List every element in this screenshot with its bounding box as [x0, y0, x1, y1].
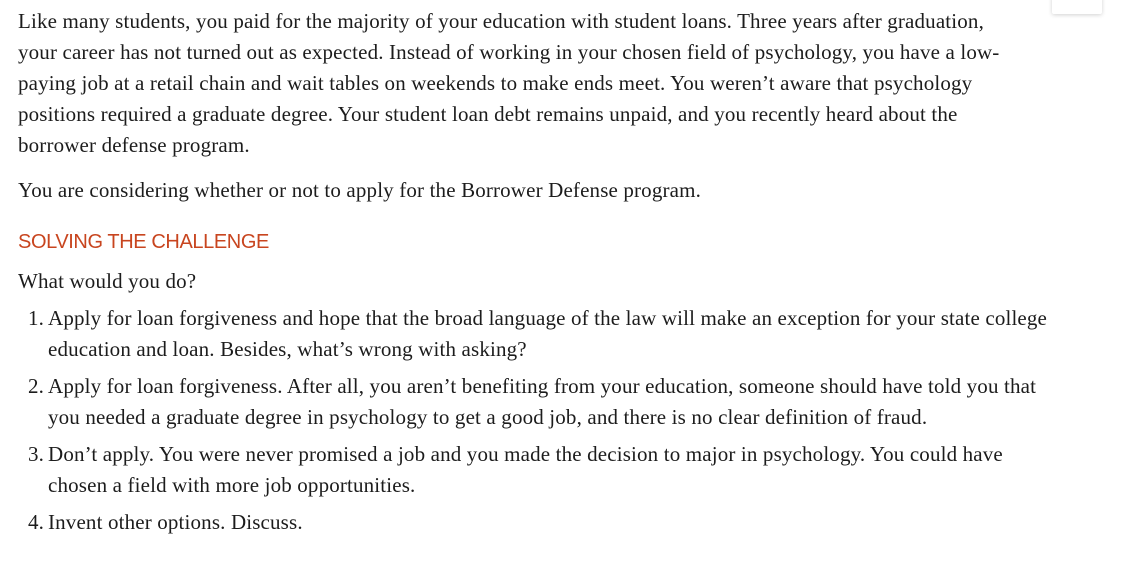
question-text: What would you do? — [18, 269, 197, 293]
option-item — [18, 507, 1058, 538]
section-heading: SOLVING THE CHALLENGE — [18, 231, 269, 253]
option-number: 3. — [28, 442, 45, 466]
option-text: Apply for loan forgiveness. After all, you aren’t benefiting from your education, someone should have told you that you needed a graduate degree in psychology to get a good job, and there is no clear definition of fraud. — [48, 374, 1037, 429]
scenario-paragraph: Like many students, you paid for the majority of your education with student loans. Three years after graduation, your career has not turned out as expected. Instead of working in your chosen field of psychology, you have a low-paying job at a retail chain and wait tables on weekends to make ends meet. You weren’t aware that psychology positions required a graduate degree. Your student loan debt remains unpaid, and you recently heard about the borrower defense program. — [18, 9, 1000, 157]
option-text: Don’t apply. You were never promised a job and you made the decision to major in psychology. You could have chosen a field with more job opportunities. — [48, 442, 1003, 497]
option-item — [18, 303, 1058, 365]
option-item — [18, 371, 1058, 433]
option-number: 2. — [28, 374, 45, 398]
document-body — [18, 6, 1058, 544]
option-text: Apply for loan forgiveness and hope that the broad language of the law will make an exception for your state college education and loan. Besides, what’s wrong with asking? — [48, 306, 1048, 361]
consideration-paragraph: You are considering whether or not to apply for the Borrower Defense program. — [18, 178, 701, 202]
option-number: 1. — [28, 306, 45, 330]
option-item — [18, 439, 1058, 501]
corner-panel[interactable] — [1052, 0, 1102, 14]
option-number: 4. — [28, 510, 45, 534]
option-text: Invent other options. Discuss. — [48, 510, 303, 534]
options-list — [18, 303, 1058, 538]
